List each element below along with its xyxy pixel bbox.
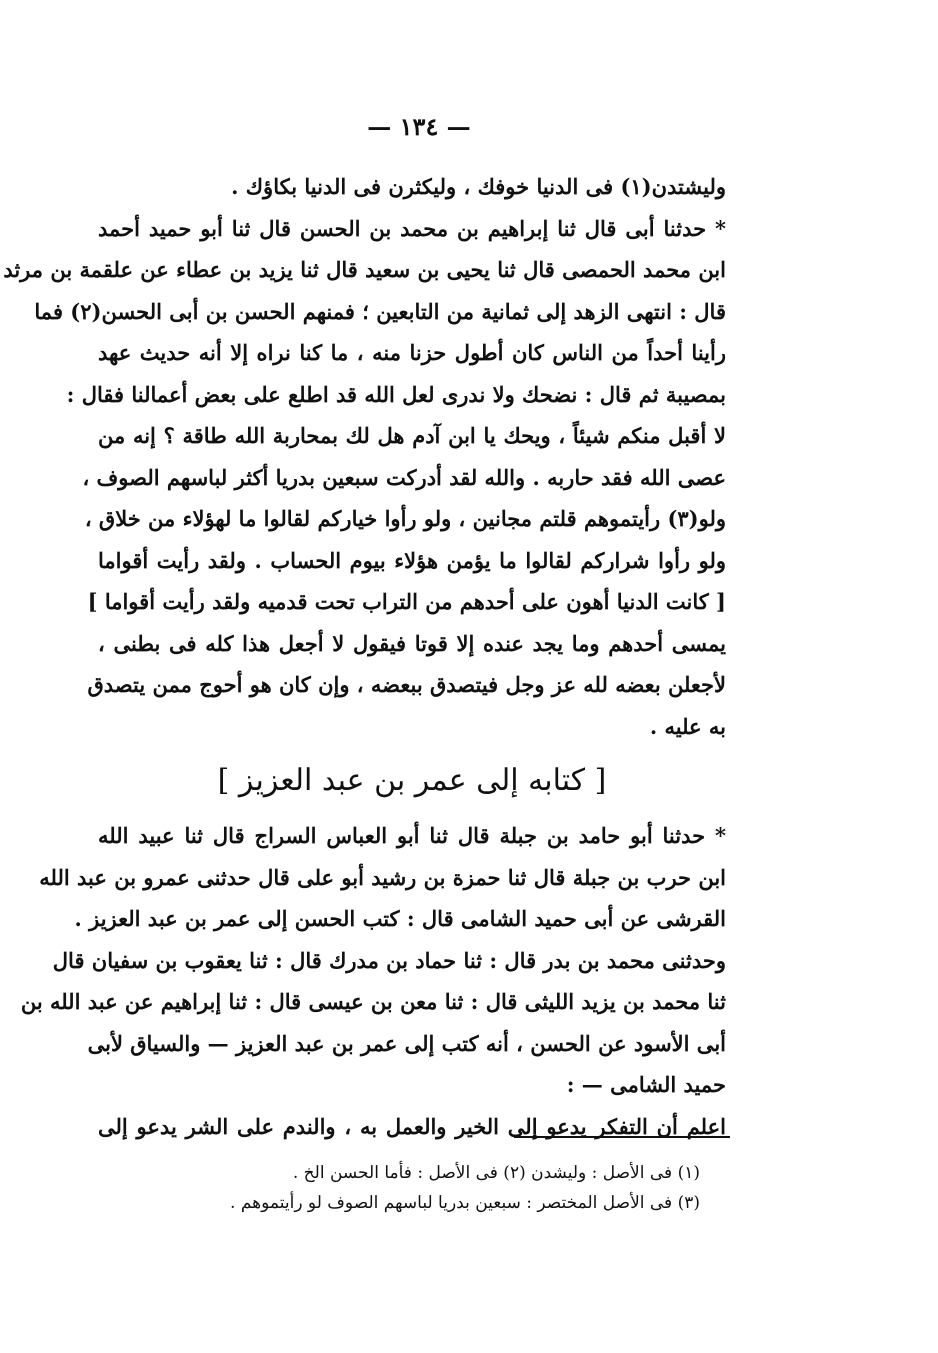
main-text (3, 166, 726, 1147)
page-number: — ١٣٤ — (367, 112, 471, 141)
section-heading: [ كتابه إلى عمر بن عبد العزيز ] (217, 763, 607, 798)
text-line: [ كانت الدنيا أهون على أحدهم من التراب تحت قدميه ولقد رأيت أقواما ] (87, 589, 726, 614)
text-line: ابن محمد الحمصى قال ثنا يحيى بن سعيد قال ثنا يزيد بن عطاء عن علقمة بن مرثد (3, 257, 726, 282)
text-line: اعلم أن التفكر يدعو إلى الخير والعمل به ، والندم على الشر يدعو إلى (98, 1113, 726, 1139)
text-line: القرشى عن أبى حميد الشامى قال : كتب الحسن إلى عمر بن عبد العزيز . (74, 906, 726, 931)
text-line: يمسى أحدهم وما يجد عنده إلا قوتا فيقول لا أجعل هذا كله فى بطنى ، (98, 630, 726, 656)
text-line: لا أقبل منكم شيئاً ، ويحك يا ابن آدم هل لك بمحاربة الله طاقة ؟ إنه من (98, 423, 726, 448)
text-line: بمصيبة ثم قال : نضحك ولا ندرى لعل الله قد اطلع على بعض أعمالنا فقال : (66, 381, 726, 407)
footnote-divider (514, 1136, 730, 1138)
text-line: * حدثنا أبى قال ثنا إبراهيم بن محمد بن الحسن قال ثنا أبو حميد أحمد (98, 215, 726, 241)
text-line: عصى الله فقد حاربه . والله لقد أدركت سبعين بدريا أكثر لباسهم الصوف ، (82, 464, 726, 490)
text-line: * حدثنا أبو حامد بن جبلة قال ثنا أبو العباس السراج قال ثنا عبيد الله (98, 823, 726, 848)
text-line: ابن حرب بن جبلة قال ثنا حمزة بن رشيد أبو على قال حدثنى عمرو بن عبد الله (39, 864, 726, 890)
footnote: (٣) فى الأصل المختصر : سبعين بدريا لباسهم الصوف لو رأيتموهم . (230, 1193, 700, 1213)
text-line: حميد الشامى — : (566, 1072, 726, 1097)
text-line: لأجعلن بعضه لله عز وجل فيتصدق ببعضه ، وإن كان هو أحوج ممن يتصدق (87, 672, 726, 697)
text-line: وحدثنى محمد بن بدر قال : ثنا حماد بن مدرك قال : ثنا يعقوب بن سفيان قال (52, 947, 726, 973)
text-line: رأينا أحداً من الناس كان أطول حزنا منه ، ما كنا نراه إلا أنه حديث عهد (98, 340, 726, 365)
footnote: (١) فى الأصل : وليشدن (٢) فى الأصل : فأما الحسن الخ . (292, 1163, 700, 1183)
text-line: ولو رأوا شراركم لقالوا ما يؤمن هؤلاء بيوم الحساب . ولقد رأيت أقواما (98, 547, 726, 573)
text-line: قال : انتهى الزهد إلى ثمانية من التابعين ؛ فمنهم الحسن بن أبى الحسن(٢) فما (34, 298, 726, 324)
text-line: به عليه . (649, 713, 726, 739)
text-line: ثنا محمد بن يزيد الليثى قال : ثنا معن بن عيسى قال : ثنا إبراهيم عن عبد الله بن (20, 989, 726, 1014)
footnotes (200, 1158, 700, 1218)
text-line: ولو(٣) رأيتموهم قلتم مجانين ، ولو رأوا خياركم لقالوا ما لهؤلاء من خلاق ، (84, 506, 726, 531)
text-line: وليشتدن(١) فى الدنيا خوفك ، وليكثرن فى الدنيا بكاؤك . (231, 174, 726, 199)
text-line: أبى الأسود عن الحسن ، أنه كتب إلى عمر بن عبد العزيز — والسياق لأبى (87, 1030, 726, 1056)
